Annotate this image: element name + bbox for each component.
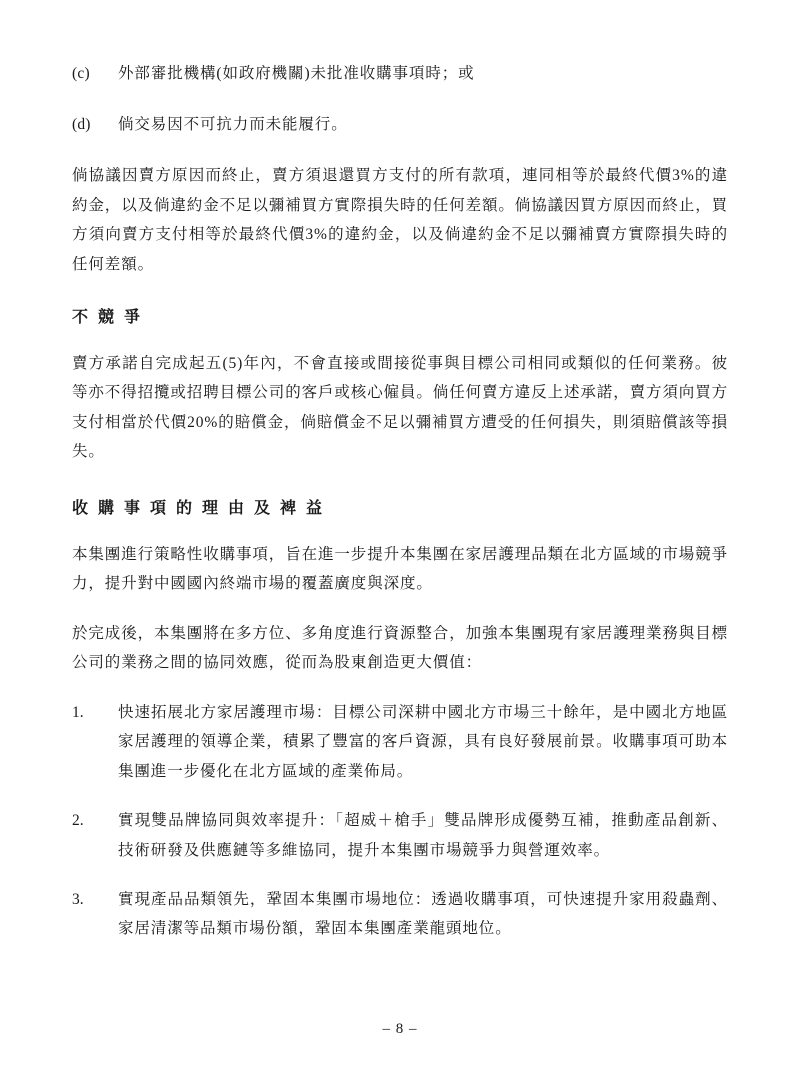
page-number: – 8 – bbox=[382, 1021, 418, 1037]
list-item bbox=[72, 806, 728, 865]
heading-non-compete: 不 競 爭 bbox=[72, 309, 144, 327]
list-item bbox=[72, 698, 728, 786]
list-item bbox=[72, 885, 728, 944]
list-item-text: 實現雙品牌協同與效率提升：「超威＋槍手」雙品牌形成優勢互補，推動產品創新、技術研發及供應鏈等多維協同，提升本集團市場競爭力與營運效率。 bbox=[118, 812, 728, 859]
list-item-marker: 2. bbox=[72, 812, 84, 830]
paragraph-reasons-2: 於完成後，本集團將在多方位、多角度進行資源整合，加強本集團現有家居護理業務與目標公司的業務之間的協同效應，從而為股東創造更大價值： bbox=[72, 624, 729, 672]
list-item bbox=[72, 111, 728, 140]
list-item-text: 外部審批機構(如政府機關)未批准收購事項時；或 bbox=[118, 65, 475, 82]
list-item-text: 實現產品品類領先，鞏固本集團市場地位：透過收購事項，可快速提升家用殺蟲劑、家居清潔等品類市場份額，鞏固本集團產業龍頭地位。 bbox=[118, 890, 728, 938]
list-item-marker: (d) bbox=[72, 115, 91, 133]
list-item bbox=[72, 60, 728, 89]
list-item-text: 倘交易因不可抗力而未能履行。 bbox=[118, 115, 348, 133]
paragraph-non-compete: 賣方承諾自完成起五(5)年內，不會直接或間接從事與目標公司相同或類似的任何業務。彼等亦不得招攬或招聘目標公司的客戶或核心僱員。倘任何賣方違反上述承諾，賣方須向買方支付相當於代價20%的賠償金，倘賠償金不足以彌補買方遭受的任何損失，則須賠償該等損失。 bbox=[72, 354, 729, 460]
paragraph-reasons-1: 本集團進行策略性收購事項，旨在進一步提升本集團在家居護理品類在北方區域的市場競爭力，提升對中國國內終端市場的覆蓋廣度與深度。 bbox=[72, 546, 729, 593]
list-item-marker: 3. bbox=[72, 890, 84, 908]
paragraph-termination: 倘協議因賣方原因而終止，賣方須退還買方支付的所有款項，連同相等於最終代價3%的違約金，以及倘違約金不足以彌補買方實際損失時的任何差額。倘協議因買方原因而終止，買方須向賣方支付相等於最終代價3%的違約金，以及倘違約金不足以彌補賣方實際損失時的任何差額。 bbox=[72, 167, 729, 273]
list-item-marker: (c) bbox=[72, 65, 90, 82]
list-item-marker: 1. bbox=[72, 703, 84, 721]
heading-reasons-and-benefits: 收 購 事 項 的 理 由 及 裨 益 bbox=[72, 500, 326, 518]
list-item-text: 快速拓展北方家居護理市場：目標公司深耕中國北方市場三十餘年，是中國北方地區家居護理的領導企業，積累了豐富的客戶資源，具有良好發展前景。收購事項可助本集團進一步優化在北方區域的產業佈局。 bbox=[118, 703, 728, 780]
